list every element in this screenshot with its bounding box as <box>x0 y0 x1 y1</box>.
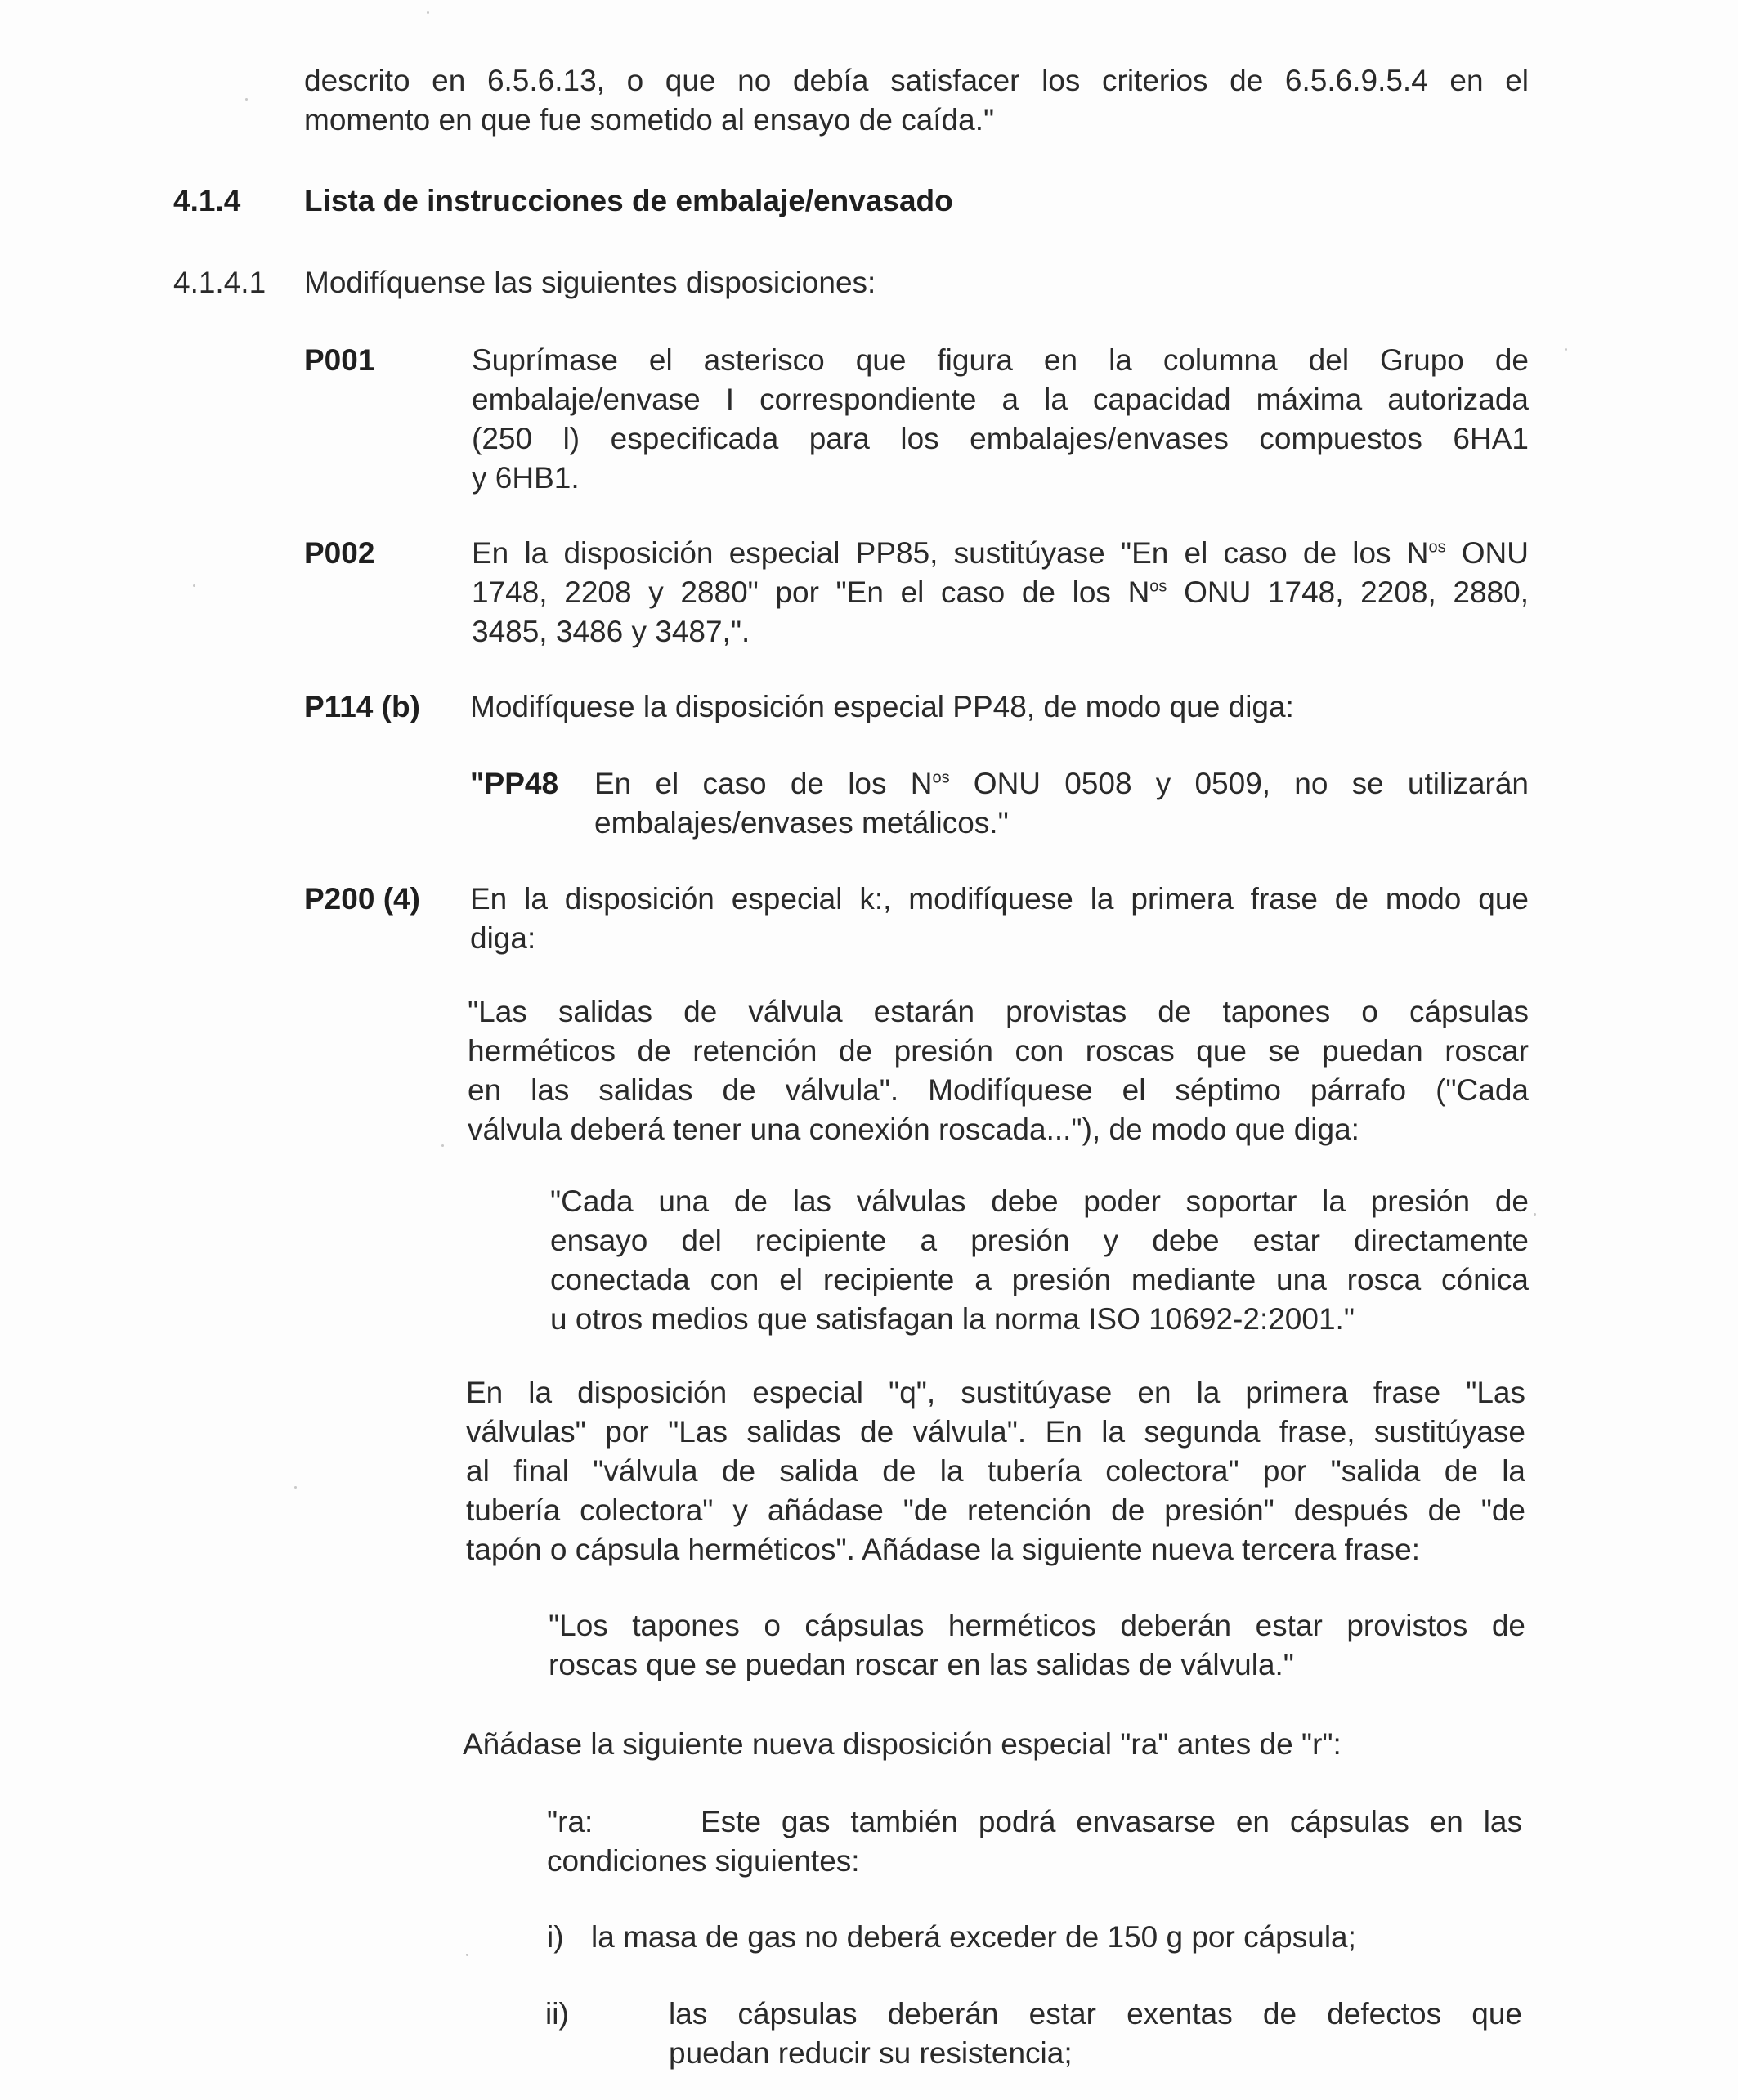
superscript-os: os <box>932 768 950 787</box>
ra-intro: Añádase la siguiente nueva disposición especial "ra" antes de "r": <box>463 1727 1342 1761</box>
p200-line: En la disposición especial k:, modifíquese la primera frase de modo que <box>470 882 1529 916</box>
p114-text: Modifíquese la disposición especial PP48, de modo que diga: <box>470 690 1294 723</box>
pp48-text-part: En el caso de los N <box>594 767 933 800</box>
pp48-line <box>594 764 1529 804</box>
scan-speck <box>1565 348 1567 351</box>
quote2-line: ensayo del recipiente a presión y debe estar directamente <box>550 1224 1529 1257</box>
scan-speck <box>1534 1213 1536 1216</box>
intro-paragraph <box>304 61 1529 140</box>
q-line: tapón o cápsula herméticos". Añádase la siguiente nueva tercera frase: <box>466 1533 1421 1566</box>
p200-quote1 <box>468 992 1529 1149</box>
p002-text-part: ONU 1748, 2208, 2880, <box>1167 575 1529 609</box>
item-ii-line: puedan reducir su resistencia; <box>669 2036 1073 2070</box>
item-i-label: i) <box>547 1920 564 1954</box>
quote3-line: roscas que se puedan roscar en las salidas de válvula." <box>549 1648 1294 1681</box>
section-title: Lista de instrucciones de embalaje/envasado <box>304 184 953 217</box>
quote3-line: "Los tapones o cápsulas herméticos deberán estar provistos de <box>549 1609 1525 1642</box>
ra-line: Este gas también podrá envasarse en cápsulas en las <box>701 1805 1522 1838</box>
pp48-text <box>594 764 1529 843</box>
item-i-text: la masa de gas no deberá exceder de 150 g por cápsula; <box>591 1920 1356 1954</box>
q-line: al final "válvula de salida de la tubería colectora" por "salida de la <box>466 1454 1525 1488</box>
p200-quote3 <box>549 1606 1525 1685</box>
pp48-line: embalajes/envases metálicos." <box>594 806 1009 840</box>
p001-line: embalaje/envase I correspondiente a la capacidad máxima autorizada <box>472 383 1529 416</box>
p114-label: P114 (b) <box>304 690 420 723</box>
p200-line: diga: <box>470 921 536 955</box>
p200-intro <box>470 880 1529 958</box>
p002-line <box>472 534 1529 573</box>
scan-speck <box>294 1486 297 1489</box>
pp48-label: "PP48 <box>470 767 559 800</box>
p002-line: 3485, 3486 y 3487,". <box>472 615 750 648</box>
p200-q-paragraph <box>466 1373 1525 1569</box>
p200-quote2 <box>550 1182 1529 1339</box>
quote1-line: herméticos de retención de presión con roscas que se puedan roscar <box>468 1034 1529 1068</box>
p002-line <box>472 573 1529 612</box>
scan-speck <box>427 11 429 14</box>
p002-text-part: En la disposición especial PP85, sustitúyase "En el caso de los N <box>472 536 1429 570</box>
scan-speck <box>466 1954 468 1956</box>
p002-text-part: 1748, 2208 y 2880" por "En el caso de los N <box>472 575 1150 609</box>
pp48-text-part: ONU 0508 y 0509, no se utilizarán <box>949 767 1529 800</box>
p001-text <box>472 341 1529 498</box>
item-ii-line: las cápsulas deberán estar exentas de defectos que <box>669 1997 1522 2031</box>
p200-label: P200 (4) <box>304 882 420 916</box>
q-line: válvulas" por "Las salidas de válvula". En la segunda frase, sustitúyase <box>466 1415 1525 1449</box>
section-number: 4.1.4 <box>173 184 241 217</box>
p001-line: (250 l) especificada para los embalajes/envases compuestos 6HA1 <box>472 422 1529 455</box>
superscript-os: os <box>1428 538 1446 557</box>
quote2-line: "Cada una de las válvulas debe poder soportar la presión de <box>550 1184 1529 1218</box>
quote1-line: "Las salidas de válvula estarán provistas de tapones o cápsulas <box>468 995 1529 1028</box>
item-ii-text <box>669 1995 1522 2073</box>
scan-speck <box>441 1144 444 1147</box>
item-ii-label: ii) <box>545 1997 569 2031</box>
quote2-line: conectada con el recipiente a presión mediante una rosca cónica <box>550 1263 1529 1296</box>
subsection-text: Modifíquense las siguientes disposiciones: <box>304 266 876 299</box>
p001-label: P001 <box>304 343 375 377</box>
intro-line: momento en que fue sometido al ensayo de caída." <box>304 103 995 137</box>
scan-speck <box>245 98 248 101</box>
p002-text <box>472 534 1529 651</box>
quote1-line: en las salidas de válvula". Modifíquese el séptimo párrafo ("Cada <box>468 1073 1529 1107</box>
q-line: En la disposición especial "q", sustitúyase en la primera frase "Las <box>466 1376 1525 1409</box>
scan-speck <box>193 584 195 587</box>
p001-line: Suprímase el asterisco que figura en la columna del Grupo de <box>472 343 1529 377</box>
intro-line: descrito en 6.5.6.13, o que no debía satisfacer los criterios de 6.5.6.9.5.4 en el <box>304 64 1529 97</box>
p001-line: y 6HB1. <box>472 461 580 495</box>
q-line: tubería colectora" y añádase "de retención de presión" después de "de <box>466 1493 1525 1527</box>
ra-label: "ra: <box>547 1805 594 1838</box>
subsection-number: 4.1.4.1 <box>173 266 267 299</box>
superscript-os: os <box>1149 577 1167 596</box>
ra-line: condiciones siguientes: <box>547 1844 860 1878</box>
quote2-line: u otros medios que satisfagan la norma ISO 10692-2:2001." <box>550 1302 1355 1336</box>
p002-label: P002 <box>304 536 375 570</box>
quote1-line: válvula deberá tener una conexión roscada..."), de modo que diga: <box>468 1113 1359 1146</box>
p002-text-part: ONU <box>1445 536 1529 570</box>
ra-line1-block <box>701 1802 1522 1842</box>
